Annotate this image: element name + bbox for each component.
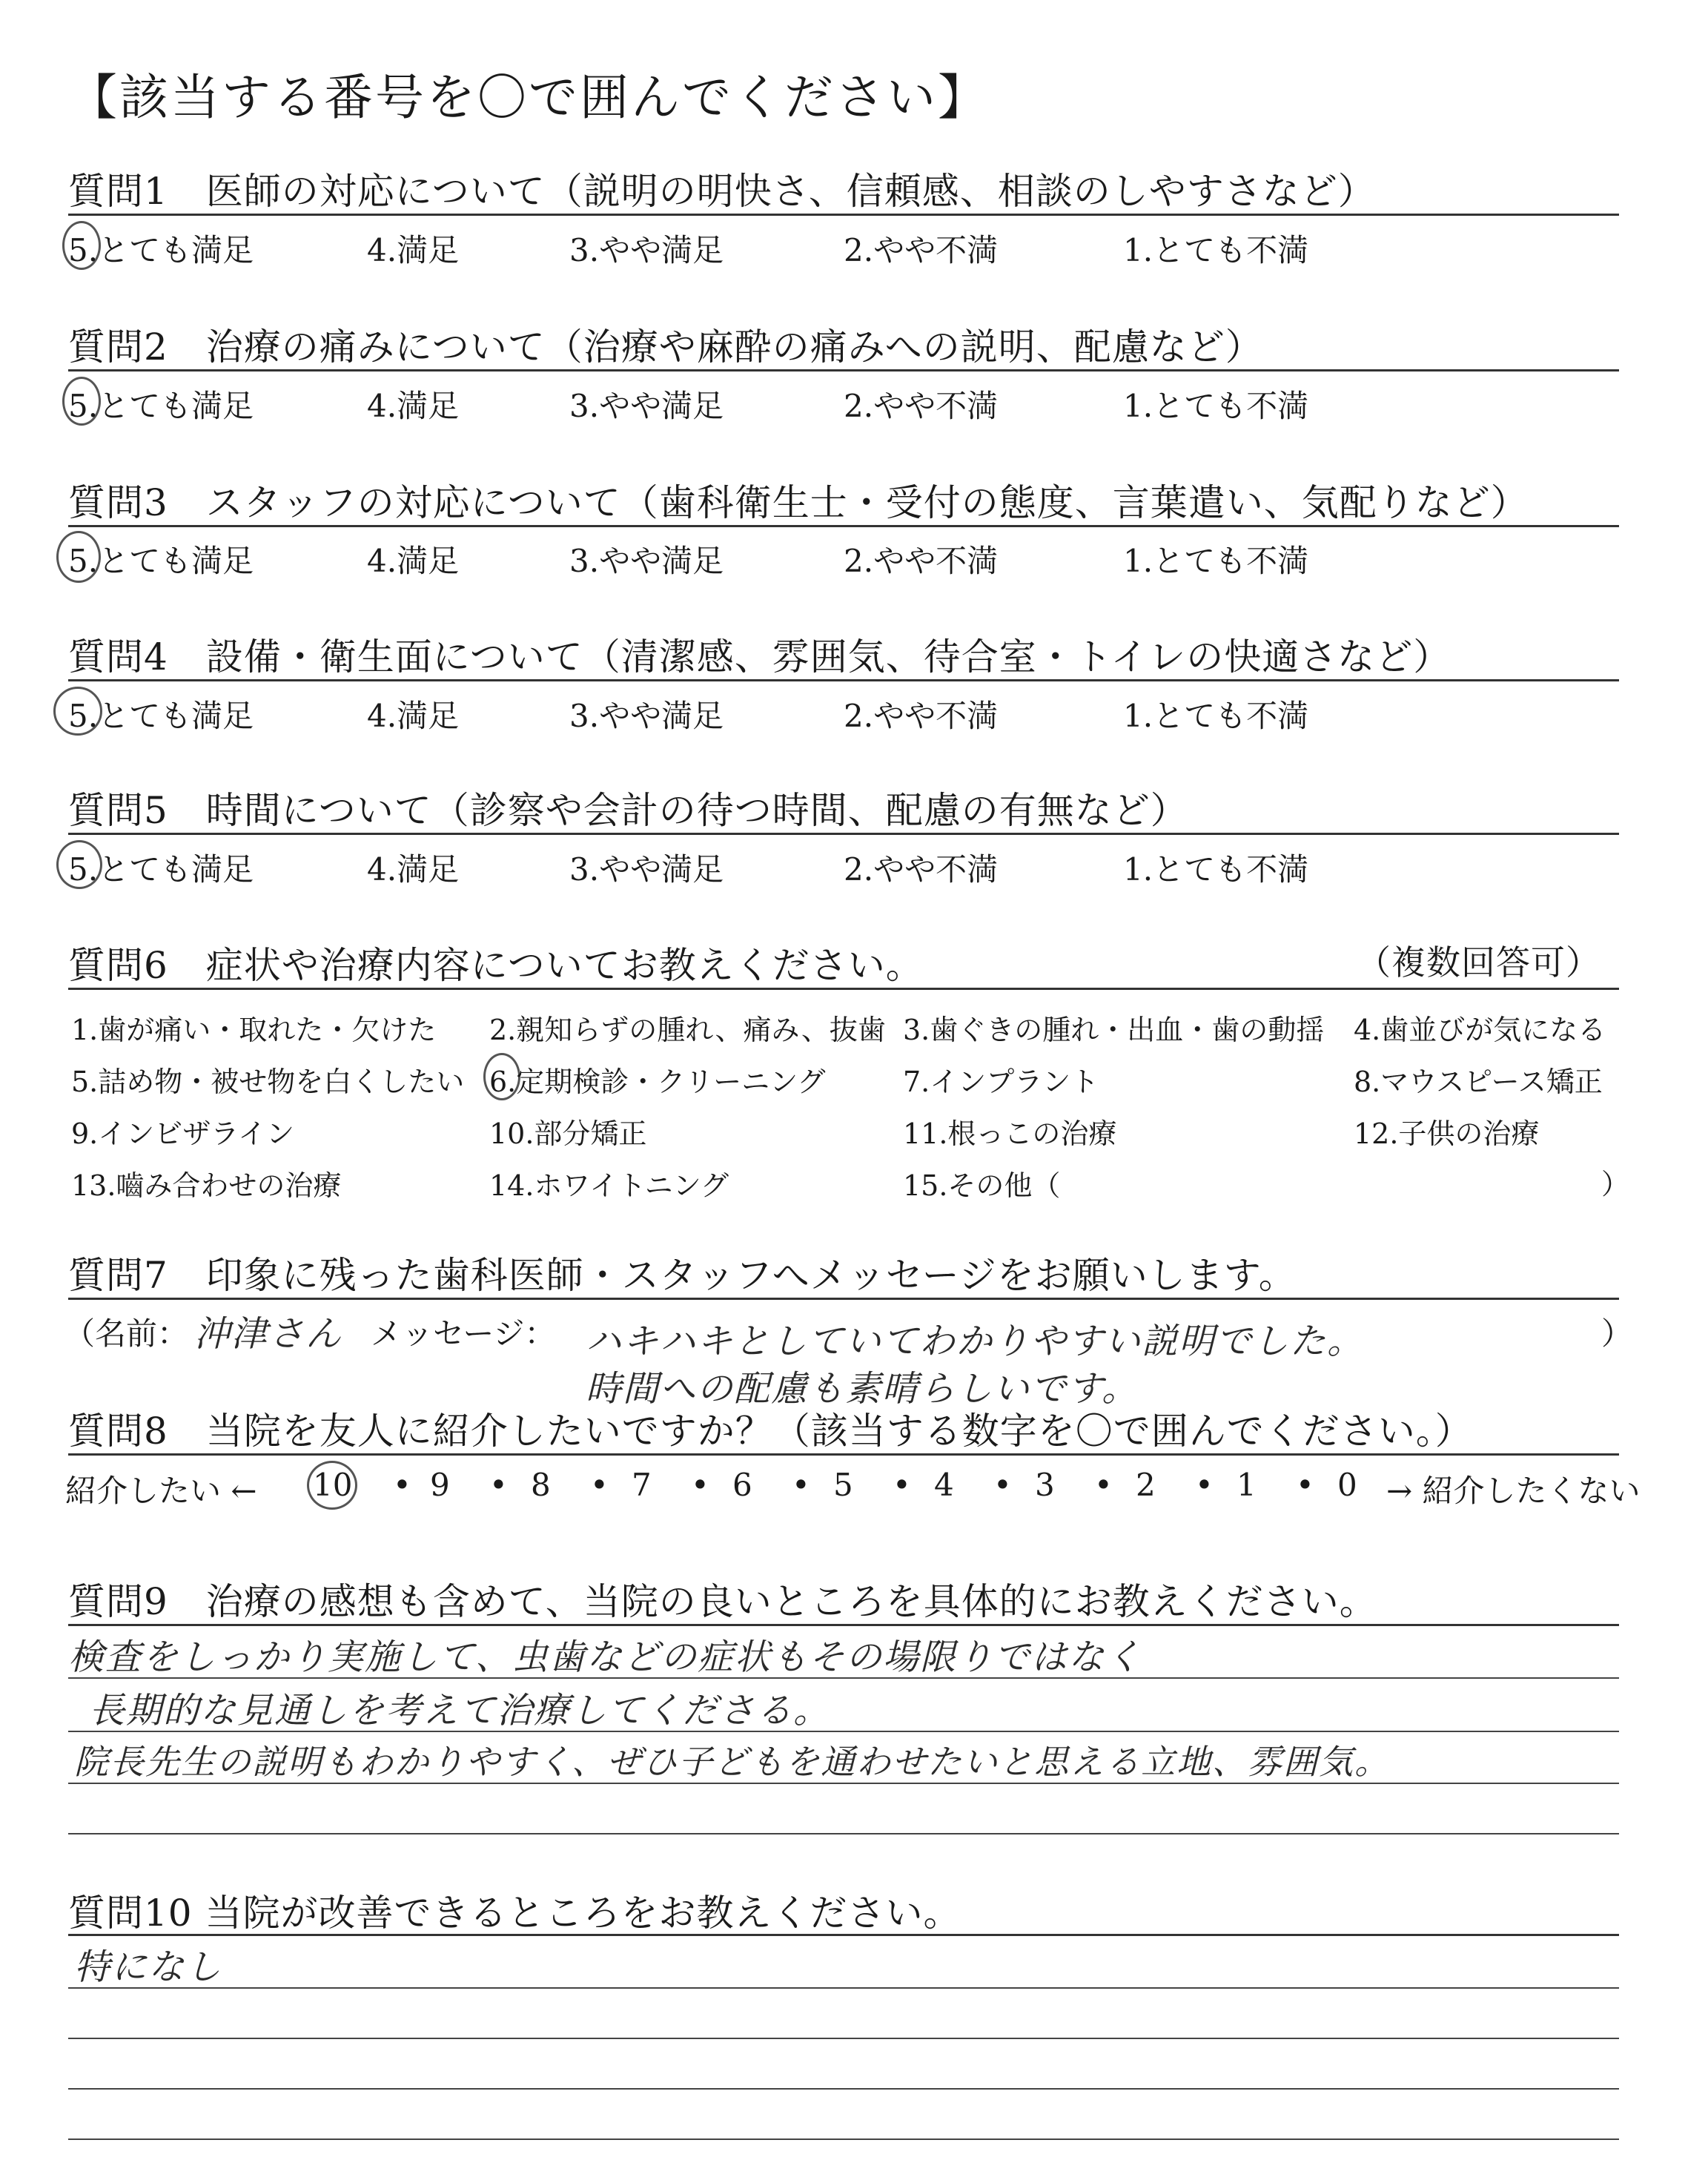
option-4[interactable]: 4.満足	[367, 851, 460, 888]
scale-value-2[interactable]: 2	[1136, 1467, 1156, 1503]
question-1-title: 質問1 医師の対応について（説明の明快さ、信頼感、相談のしやすさなど）	[68, 170, 1376, 213]
form-heading: 【該当する番号を〇で囲んでください】	[68, 69, 989, 126]
scale-left-label: 紹介したい ←	[65, 1473, 257, 1509]
scale-value-7[interactable]: 7	[632, 1467, 652, 1503]
question-3-rule	[68, 525, 1619, 527]
scale-right-label: → 紹介したくない	[1386, 1473, 1641, 1509]
question-2-title: 質問2 治療の痛みについて（治療や麻酔の痛みへの説明、配慮など）	[68, 326, 1263, 369]
symptom-item-11[interactable]: 11.根っこの治療	[903, 1117, 1117, 1150]
message-line-2[interactable]: 時間への配慮も素晴らしいです。	[586, 1368, 1139, 1410]
scale-value-0[interactable]: 0	[1337, 1467, 1357, 1503]
symptom-item-9[interactable]: 9.インビザライン	[71, 1117, 295, 1150]
scale-dot: •	[893, 1467, 911, 1503]
scale-value-4[interactable]: 4	[934, 1467, 954, 1503]
symptom-item-14[interactable]: 14.ホワイトニング	[489, 1169, 729, 1202]
question-9-title: 質問9 治療の感想も含めて、当院の良いところを具体的にお教えください。	[68, 1580, 1377, 1623]
option-2[interactable]: 2.やや不満	[844, 543, 999, 579]
question-5-title: 質問5 時間について（診察や会計の待つ時間、配慮の有無など）	[68, 789, 1188, 832]
scale-value-3[interactable]: 3	[1035, 1467, 1055, 1503]
question-6-title: 質問6 症状や治療内容についてお教えください。	[68, 944, 924, 987]
scale-value-1[interactable]: 1	[1237, 1467, 1257, 1503]
question-9-rule	[68, 1624, 1619, 1626]
option-2[interactable]: 2.やや不満	[844, 388, 999, 424]
answer-line	[68, 2138, 1619, 2140]
option-4[interactable]: 4.満足	[367, 388, 460, 424]
option-3[interactable]: 3.やや満足	[569, 543, 724, 579]
q9-answer-line-1[interactable]: 検査をしっかり実施して、虫歯などの症状もその場限りではなく	[68, 1636, 1143, 1678]
scale-dot: •	[1195, 1467, 1214, 1503]
option-5[interactable]: 5.とても満足	[68, 543, 254, 579]
answer-line	[68, 2038, 1619, 2039]
question-6-rule	[68, 988, 1619, 990]
answer-line	[68, 1783, 1619, 1784]
symptom-item-3[interactable]: 3.歯ぐきの腫れ・出血・歯の動揺	[903, 1014, 1325, 1046]
scale-value-6[interactable]: 6	[732, 1467, 752, 1503]
answer-line	[68, 1677, 1619, 1679]
option-5[interactable]: 5.とても満足	[68, 232, 254, 268]
scale-value-10[interactable]: 10	[313, 1467, 353, 1503]
symptom-item-10[interactable]: 10.部分矯正	[489, 1117, 647, 1150]
name-value[interactable]: 沖津さん	[194, 1313, 343, 1355]
symptom-item-7[interactable]: 7.インプラント	[903, 1066, 1099, 1098]
question-4-rule	[68, 679, 1619, 681]
scale-value-9[interactable]: 9	[430, 1467, 450, 1503]
answer-line	[68, 1731, 1619, 1732]
option-1[interactable]: 1.とても不満	[1123, 543, 1309, 579]
scale-dot: •	[993, 1467, 1012, 1503]
option-1[interactable]: 1.とても不満	[1123, 851, 1309, 888]
option-2[interactable]: 2.やや不満	[844, 851, 999, 888]
option-5[interactable]: 5.とても満足	[68, 698, 254, 734]
question-4-title: 質問4 設備・衛生面について（清潔感、雰囲気、待合室・トイレの快適さなど）	[68, 635, 1452, 678]
answer-line	[68, 2088, 1619, 2090]
option-2[interactable]: 2.やや不満	[844, 232, 999, 268]
symptom-item-2[interactable]: 2.親知らずの腫れ、痛み、抜歯	[489, 1014, 886, 1046]
question-7-rule	[68, 1298, 1619, 1300]
option-3[interactable]: 3.やや満足	[569, 388, 724, 424]
option-4[interactable]: 4.満足	[367, 232, 460, 268]
symptom-item-4[interactable]: 4.歯並びが気になる	[1354, 1014, 1606, 1046]
option-5[interactable]: 5.とても満足	[68, 851, 254, 888]
question-7-title: 質問7 印象に残った歯科医師・スタッフへメッセージをお願いします。	[68, 1254, 1297, 1297]
option-1[interactable]: 1.とても不満	[1123, 388, 1309, 424]
option-3[interactable]: 3.やや満足	[569, 698, 724, 734]
name-label: （名前：	[64, 1315, 189, 1352]
option-1[interactable]: 1.とても不満	[1123, 232, 1309, 268]
scale-value-5[interactable]: 5	[833, 1467, 853, 1503]
scale-dot: •	[792, 1467, 810, 1503]
question-6-note: （複数回答可）	[1357, 942, 1601, 982]
symptom-item-5[interactable]: 5.詰め物・被せ物を白くしたい	[71, 1066, 465, 1098]
scale-dot: •	[590, 1467, 609, 1503]
symptom-item-15[interactable]: 15.その他（	[903, 1169, 1061, 1202]
answer-line	[68, 1987, 1619, 1989]
question-8-title: 質問8 当院を友人に紹介したいですか？（該当する数字を〇で囲んでください。）	[68, 1410, 1473, 1453]
q10-answer-line-1[interactable]: 特になし	[74, 1946, 223, 1988]
message-close-paren: ）	[1601, 1315, 1633, 1352]
scale-dot: •	[393, 1467, 411, 1503]
question-1-rule	[68, 214, 1619, 216]
symptom-item-12[interactable]: 12.子供の治療	[1354, 1117, 1540, 1150]
question-10-rule	[68, 1934, 1619, 1936]
message-line-1[interactable]: ハキハキとしていてわかりやすい説明でした。	[586, 1321, 1365, 1362]
scale-dot: •	[489, 1467, 508, 1503]
scale-dot: •	[1094, 1467, 1113, 1503]
symptom-item-13[interactable]: 13.嚙み合わせの治療	[71, 1169, 342, 1202]
option-5[interactable]: 5.とても満足	[68, 388, 254, 424]
scale-dot: •	[1296, 1467, 1314, 1503]
question-3-title: 質問3 スタッフの対応について（歯科衛生士・受付の態度、言葉遣い、気配りなど）	[68, 481, 1529, 524]
q9-answer-line-2[interactable]: 長期的な見通しを考えて治療してくださる。	[89, 1690, 831, 1731]
question-8-rule	[68, 1453, 1619, 1456]
scale-dot: •	[691, 1467, 709, 1503]
question-2-rule	[68, 369, 1619, 371]
scale-value-8[interactable]: 8	[531, 1467, 551, 1503]
option-1[interactable]: 1.とても不満	[1123, 698, 1309, 734]
option-4[interactable]: 4.満足	[367, 698, 460, 734]
answer-line	[68, 1833, 1619, 1834]
option-4[interactable]: 4.満足	[367, 543, 460, 579]
question-5-rule	[68, 833, 1619, 835]
option-2[interactable]: 2.やや不満	[844, 698, 999, 734]
q9-answer-line-3[interactable]: 院長先生の説明もわかりやすく、ぜひ子どもを通わせたいと思える立地、雰囲気。	[74, 1742, 1391, 1782]
symptom-item-1[interactable]: 1.歯が痛い・取れた・欠けた	[71, 1014, 437, 1046]
message-label: メッセージ：	[371, 1315, 556, 1352]
option-3[interactable]: 3.やや満足	[569, 851, 724, 888]
option-3[interactable]: 3.やや満足	[569, 232, 724, 268]
other-close-paren: ）	[1601, 1168, 1630, 1200]
question-10-title: 質問10 当院が改善できるところをお教えください。	[68, 1892, 961, 1935]
symptom-item-8[interactable]: 8.マウスピース矯正	[1354, 1066, 1603, 1098]
symptom-item-6[interactable]: 6.定期検診・クリーニング	[489, 1066, 826, 1098]
